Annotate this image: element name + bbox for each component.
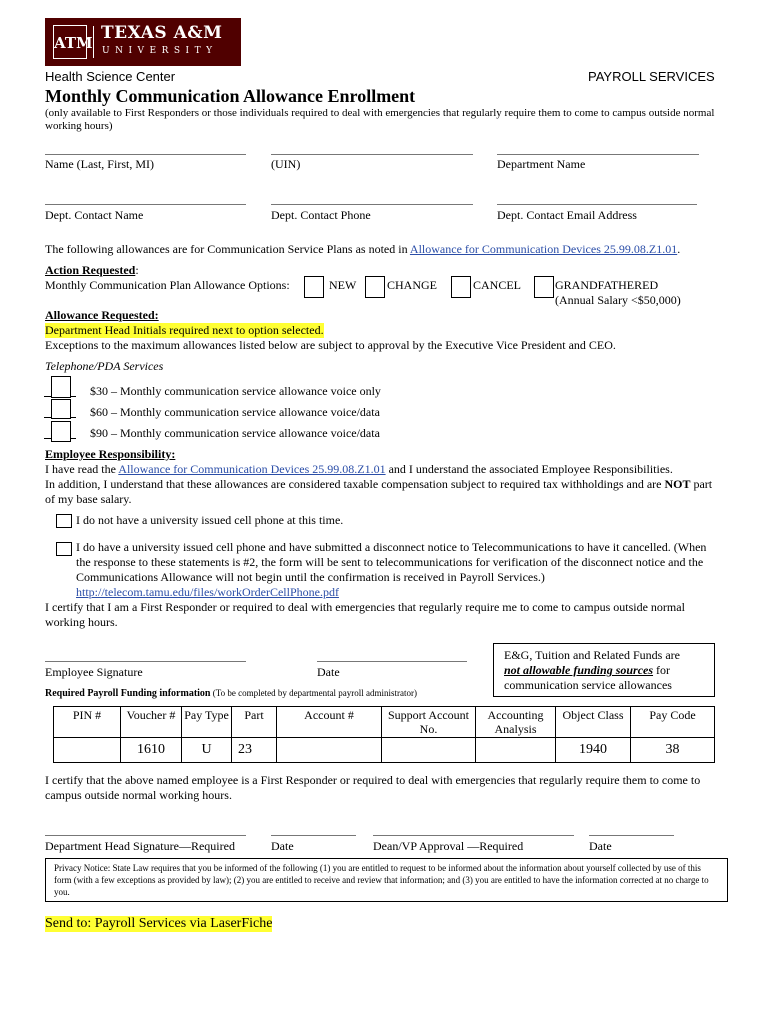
allowance-policy-link-2[interactable]: Allowance for Communication Devices 25.99.08.Z1.01	[118, 462, 386, 476]
allowance-30-label: $30 – Monthly communication service allowance voice only	[90, 384, 381, 398]
col-part: Part	[232, 707, 277, 738]
form-title: Monthly Communication Allowance Enrollment	[45, 86, 416, 106]
funding-header-row	[54, 707, 715, 738]
account-value[interactable]	[277, 738, 382, 763]
work-order-link[interactable]: http://telecom.tamu.edu/files/workOrderCellPhone.pdf	[76, 585, 339, 599]
action-heading-text: Action Requested	[45, 263, 136, 277]
form-subtitle: (only available to First Responders or those individuals required to deal with emergencies that regularly require them to come to campus outside normal working hours)	[45, 107, 715, 132]
notice-line2: for communication service allowances	[504, 663, 672, 692]
employee-signature-line[interactable]	[45, 661, 246, 662]
no-cell-phone-checkbox[interactable]	[56, 514, 72, 528]
col-voucher: Voucher #	[121, 707, 182, 738]
contact-name-line[interactable]	[45, 204, 246, 205]
funding-table	[53, 706, 715, 763]
allowance-requested-heading: Allowance Requested:	[45, 308, 159, 322]
intro-period: .	[677, 242, 681, 256]
employee-date-label: Date	[317, 665, 340, 679]
allowance-60-label: $60 – Monthly communication service allowance voice/data	[90, 405, 380, 419]
support-account-value[interactable]	[382, 738, 476, 763]
funding-value-row	[54, 738, 715, 763]
object-class-value[interactable]: 1940	[556, 738, 631, 763]
new-label: NEW	[329, 278, 357, 292]
allowance-policy-link[interactable]: Allowance for Communication Devices 25.99.08.Z1.01	[409, 242, 678, 256]
initials-required-note: Department Head Initials required next to option selected.	[45, 323, 324, 337]
university-logo	[45, 18, 241, 66]
has-cell-phone-label: I do have a university issued cell phone and have submitted a disconnect notice to Telecommunications to have it cancelled. (When the response to these statements is #2, the form will be sent to telecommunications for verification of the disconnect notice and the Communications Allowance will not begin until the confirmation is received in Payroll Services.)	[76, 540, 707, 584]
name-field-line[interactable]	[45, 154, 246, 155]
col-object-class: Object Class	[556, 707, 631, 738]
dean-vp-date-label: Date	[589, 839, 612, 853]
uin-field-line[interactable]	[271, 154, 473, 155]
col-pay-code: Pay Code	[631, 707, 715, 738]
logo-title: TEXAS A&M	[101, 23, 223, 43]
responsibility-not-bold: NOT	[664, 477, 691, 491]
certify-statement-2: I certify that the above named employee is a First Responder or required to deal with emergencies that regularly require them to come to campus outside normal working hours.	[45, 773, 701, 802]
employee-signature-label: Employee Signature	[45, 665, 143, 679]
new-checkbox[interactable]	[304, 276, 324, 298]
responsibility-p2	[45, 477, 715, 507]
allowance-90-label: $90 – Monthly communication service allowance voice/data	[90, 426, 380, 440]
plan-options-label: Monthly Communication Plan Allowance Options:	[45, 278, 290, 292]
responsibility-p1-end: and I understand the associated Employee Responsibilities.	[385, 462, 673, 476]
has-cell-phone-checkbox[interactable]	[56, 542, 72, 556]
uin-label: (UIN)	[271, 157, 301, 171]
funding-note: (To be completed by departmental payroll administrator)	[210, 688, 418, 698]
employee-date-line[interactable]	[317, 661, 467, 662]
col-support-account: Support Account No.	[382, 707, 476, 738]
grandfathered-checkbox[interactable]	[534, 276, 554, 298]
intro-text-body: The following allowances are for Communication Service Plans as noted in	[45, 242, 410, 256]
department-field-line[interactable]	[497, 154, 699, 155]
exceptions-text: Exceptions to the maximum allowances listed below are subject to approval by the Executive Vice President and CEO.	[45, 338, 616, 352]
name-label: Name (Last, First, MI)	[45, 157, 154, 171]
part-value[interactable]: 23	[232, 738, 277, 763]
cancel-checkbox[interactable]	[451, 276, 471, 298]
allowance-60-checkbox[interactable]	[51, 399, 71, 419]
no-cell-phone-label: I do not have a university issued cell phone at this time.	[76, 513, 344, 527]
change-label: CHANGE	[387, 278, 437, 292]
dept-head-date-line[interactable]	[271, 835, 356, 836]
responsibility-p2-start: In addition, I understand that these allowances are considered taxable compensation subject to required tax withholdings and are	[45, 477, 665, 491]
action-requested-heading	[45, 263, 139, 278]
health-science-center-label: Health Science Center	[45, 69, 176, 84]
responsibility-p1	[45, 462, 673, 477]
cancel-label: CANCEL	[473, 278, 521, 292]
funding-heading	[45, 686, 417, 701]
logo-subtitle: UNIVERSITY	[102, 46, 218, 56]
department-label: Department Name	[497, 157, 586, 171]
funding-notice-box	[493, 643, 715, 697]
contact-phone-label: Dept. Contact Phone	[271, 208, 371, 222]
allowance-30-checkbox[interactable]	[51, 376, 71, 398]
pin-value[interactable]	[54, 738, 121, 763]
privacy-notice: Privacy Notice: State Law requires that you be informed of the following (1) you are entitled to request to be informed about the information about yourself collected by use of this form (with a few exceptions as provided by law); (2) you are entitled to receive and review that information; and (3) you are entitled to have the information corrected at no charge to you.	[45, 858, 728, 902]
payroll-services-label: PAYROLL SERVICES	[588, 69, 715, 84]
funding-heading-bold: Required Payroll Funding information	[45, 688, 211, 699]
responsibility-p1-start: I have read the	[45, 462, 119, 476]
notice-bold: not allowable funding sources	[504, 663, 654, 677]
voucher-value[interactable]: 1610	[121, 738, 182, 763]
grandfathered-label: GRANDFATHERED	[555, 278, 659, 292]
intro-text	[45, 242, 680, 257]
grandfathered-note: (Annual Salary <$50,000)	[555, 293, 681, 307]
dept-head-signature-line[interactable]	[45, 835, 246, 836]
contact-phone-line[interactable]	[271, 204, 473, 205]
col-pay-type: Pay Type	[182, 707, 232, 738]
contact-email-label: Dept. Contact Email Address	[497, 208, 637, 222]
col-accounting-analysis: Accounting Analysis	[476, 707, 556, 738]
contact-name-label: Dept. Contact Name	[45, 208, 144, 222]
change-checkbox[interactable]	[365, 276, 385, 298]
accounting-analysis-value[interactable]	[476, 738, 556, 763]
responsibility-p2-end: part of my base salary.	[45, 477, 713, 506]
dean-vp-signature-line[interactable]	[373, 835, 574, 836]
atm-logo-mark: ATM	[53, 25, 87, 59]
dean-vp-label: Dean/VP Approval —Required	[373, 839, 524, 853]
pay-code-value[interactable]: 38	[631, 738, 715, 763]
dept-head-date-label: Date	[271, 839, 294, 853]
pay-type-value[interactable]: U	[182, 738, 232, 763]
notice-line1: E&G, Tuition and Related Funds are	[504, 648, 680, 662]
action-colon: :	[135, 263, 139, 277]
send-to-instruction: Send to: Payroll Services via LaserFiche	[45, 916, 273, 931]
col-account: Account #	[277, 707, 382, 738]
dean-vp-date-line[interactable]	[589, 835, 674, 836]
certify-statement: I certify that I am a First Responder or required to deal with emergencies that regularly require me to come to campus outside normal working hours.	[45, 600, 685, 629]
contact-email-line[interactable]	[497, 204, 697, 205]
allowance-90-checkbox[interactable]	[51, 421, 71, 442]
col-pin: PIN #	[54, 707, 121, 738]
employee-responsibility-heading: Employee Responsibility:	[45, 447, 176, 461]
dept-head-signature-label: Department Head Signature—Required	[45, 839, 235, 853]
telephone-pda-heading: Telephone/PDA Services	[45, 359, 164, 373]
logo-divider	[93, 26, 94, 58]
